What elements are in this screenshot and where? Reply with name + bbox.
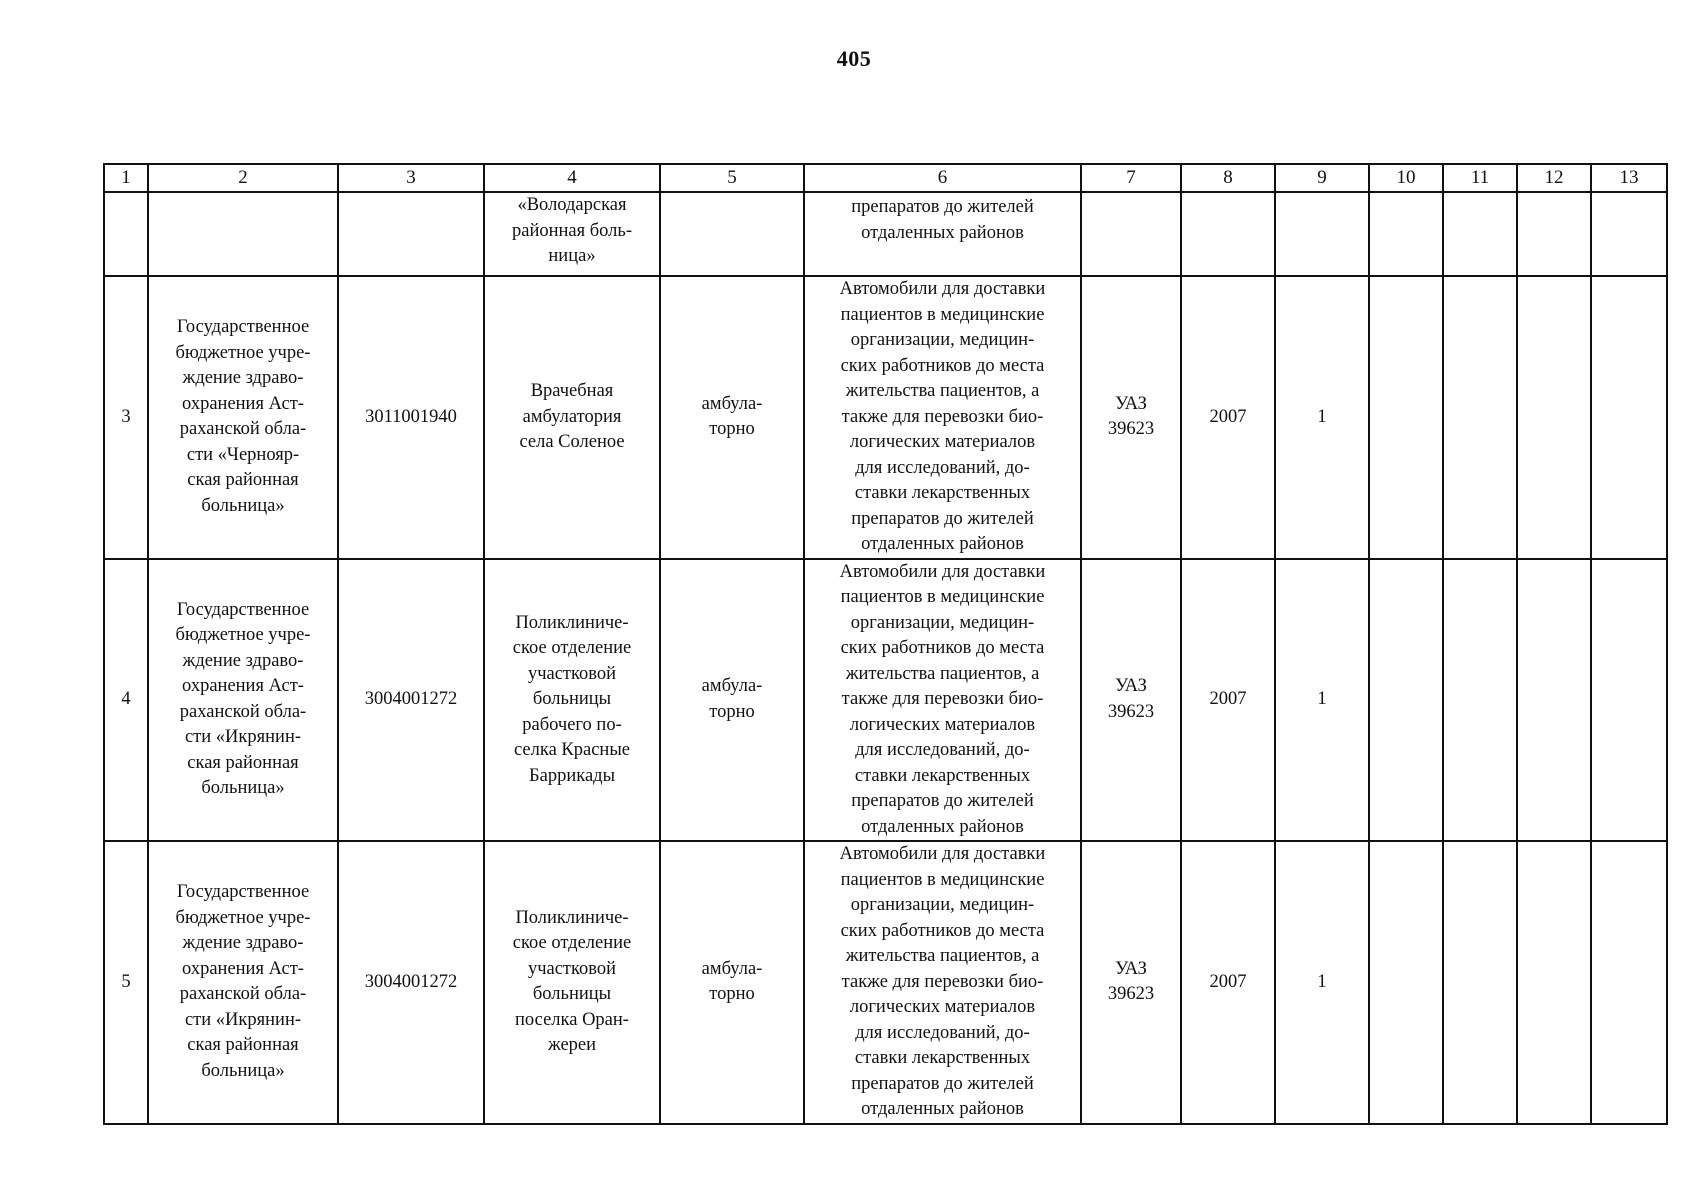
cell-vehicle-model: УАЗ 39623 <box>1081 559 1181 842</box>
cell-col-11 <box>1443 559 1517 842</box>
cell-quantity <box>1275 192 1369 276</box>
cell-subdivision: Поликлиниче- ское отделение участковой больницы рабочего по- селка Красные Баррикады <box>484 559 660 842</box>
cell-year: 2007 <box>1181 841 1275 1124</box>
cell-purpose: Автомобили для доставки пациентов в медицинские организации, медицин- ских работников до места жительства пациентов, а также для перевозки био- логических материалов для исследований, до- ставки лекарственных препаратов до жителей отдаленных районов <box>804 841 1081 1124</box>
cell-col-12 <box>1517 276 1591 559</box>
cell-institution <box>148 192 338 276</box>
cell-col-11 <box>1443 276 1517 559</box>
column-header-1: 1 <box>104 164 148 192</box>
column-header-10: 10 <box>1369 164 1443 192</box>
cell-institution: Государственное бюджетное учре- ждение здраво- охранения Аст- раханской обла- сти «Икрянин- ская районная больница» <box>148 559 338 842</box>
cell-col-13 <box>1591 559 1667 842</box>
table-row <box>104 559 1667 842</box>
cell-col-11 <box>1443 841 1517 1124</box>
cell-care-form: амбула- торно <box>660 841 804 1124</box>
column-header-11: 11 <box>1443 164 1517 192</box>
column-header-8: 8 <box>1181 164 1275 192</box>
cell-vehicle-model <box>1081 192 1181 276</box>
cell-row-number: 5 <box>104 841 148 1124</box>
cell-col-10 <box>1369 559 1443 842</box>
cell-purpose: Автомобили для доставки пациентов в медицинские организации, медицин- ских работников до места жительства пациентов, а также для перевозки био- логических материалов для исследований, до- ставки лекарственных препаратов до жителей отдаленных районов <box>804 559 1081 842</box>
cell-col-13 <box>1591 276 1667 559</box>
cell-inn: 3004001272 <box>338 841 484 1124</box>
cell-col-10 <box>1369 841 1443 1124</box>
vehicle-table <box>103 163 1668 1125</box>
column-header-6: 6 <box>804 164 1081 192</box>
cell-subdivision: Врачебная амбулатория села Соленое <box>484 276 660 559</box>
column-header-7: 7 <box>1081 164 1181 192</box>
cell-subdivision: Поликлиниче- ское отделение участковой больницы поселка Оран- жереи <box>484 841 660 1124</box>
cell-inn: 3004001272 <box>338 559 484 842</box>
cell-quantity: 1 <box>1275 559 1369 842</box>
cell-institution: Государственное бюджетное учре- ждение здраво- охранения Аст- раханской обла- сти «Икрянин- ская районная больница» <box>148 841 338 1124</box>
cell-row-number: 3 <box>104 276 148 559</box>
cell-year: 2007 <box>1181 559 1275 842</box>
cell-quantity: 1 <box>1275 276 1369 559</box>
cell-col-12 <box>1517 841 1591 1124</box>
cell-year: 2007 <box>1181 276 1275 559</box>
cell-col-11 <box>1443 192 1517 276</box>
cell-row-number <box>104 192 148 276</box>
column-header-2: 2 <box>148 164 338 192</box>
cell-col-13 <box>1591 841 1667 1124</box>
table-row <box>104 841 1667 1124</box>
cell-purpose: препаратов до жителей отдаленных районов <box>804 192 1081 276</box>
cell-care-form: амбула- торно <box>660 276 804 559</box>
column-number-row <box>104 164 1667 192</box>
cell-subdivision: «Володарская районная боль- ница» <box>484 192 660 276</box>
column-header-3: 3 <box>338 164 484 192</box>
cell-quantity: 1 <box>1275 841 1369 1124</box>
cell-col-10 <box>1369 276 1443 559</box>
column-header-4: 4 <box>484 164 660 192</box>
cell-col-12 <box>1517 559 1591 842</box>
cell-year <box>1181 192 1275 276</box>
column-header-5: 5 <box>660 164 804 192</box>
cell-row-number: 4 <box>104 559 148 842</box>
cell-care-form <box>660 192 804 276</box>
cell-care-form: амбула- торно <box>660 559 804 842</box>
column-header-13: 13 <box>1591 164 1667 192</box>
cell-vehicle-model: УАЗ 39623 <box>1081 276 1181 559</box>
cell-col-10 <box>1369 192 1443 276</box>
cell-col-12 <box>1517 192 1591 276</box>
cell-purpose: Автомобили для доставки пациентов в медицинские организации, медицин- ских работников до места жительства пациентов, а также для перевозки био- логических материалов для исследований, до- ставки лекарственных препаратов до жителей отдаленных районов <box>804 276 1081 559</box>
cell-inn <box>338 192 484 276</box>
cell-institution: Государственное бюджетное учре- ждение здраво- охранения Аст- раханской обла- сти «Чернояр- ская районная больница» <box>148 276 338 559</box>
cell-col-13 <box>1591 192 1667 276</box>
table-row-continuation <box>104 192 1667 276</box>
column-header-12: 12 <box>1517 164 1591 192</box>
cell-vehicle-model: УАЗ 39623 <box>1081 841 1181 1124</box>
table-row <box>104 276 1667 559</box>
column-header-9: 9 <box>1275 164 1369 192</box>
page-number: 405 <box>836 46 872 71</box>
cell-inn: 3011001940 <box>338 276 484 559</box>
